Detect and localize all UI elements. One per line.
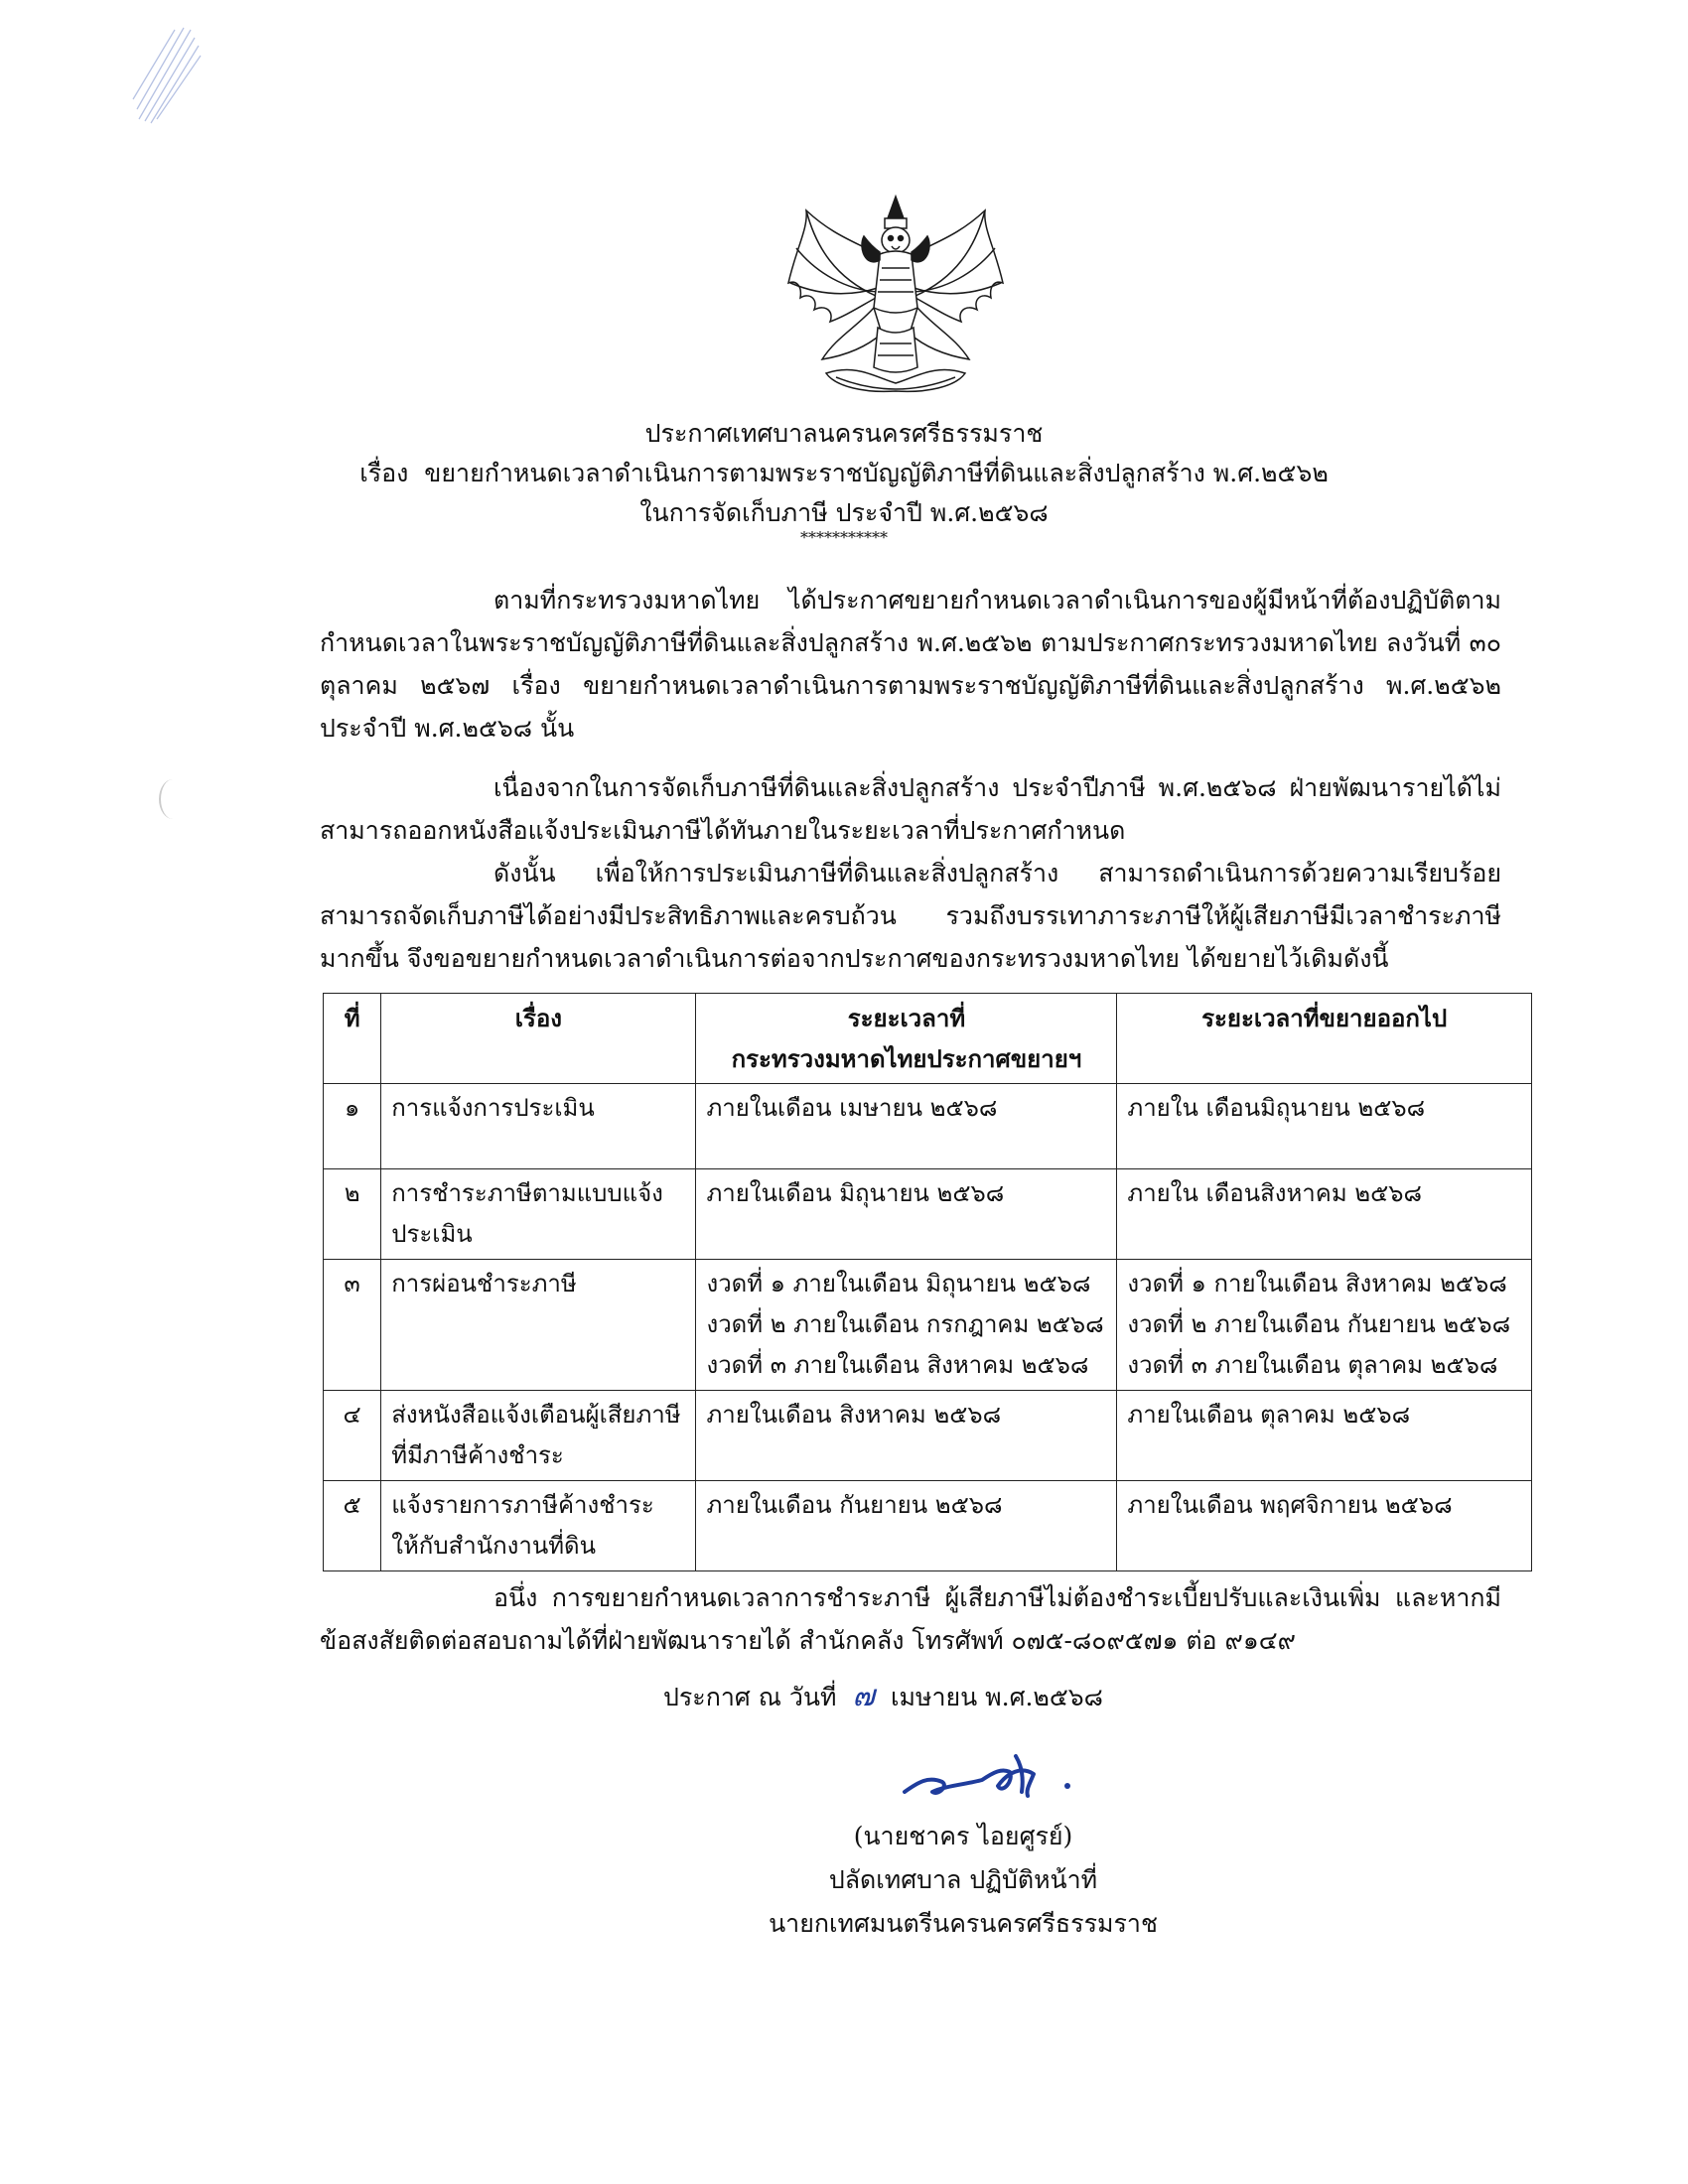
date-rest: เมษายน พ.ศ.๒๕๖๘	[890, 1683, 1103, 1711]
header-old-line1: ระยะเวลาที่	[847, 1004, 966, 1032]
row-old-period	[696, 1391, 1117, 1481]
scan-mark-icon	[129, 20, 209, 129]
row-no: ๑	[324, 1084, 381, 1169]
row-no: ๔	[324, 1391, 381, 1481]
topic-line: การแจ้งการประเมิน	[391, 1094, 595, 1122]
new-period-line: ภายในเดือน ตุลาคม ๒๕๖๘	[1127, 1401, 1411, 1429]
body-paragraph-3-text: ดังนั้น เพื่อให้การประเมินภาษีที่ดินและสิ่งปลูกสร้าง สามารถดำเนินการด้วยความเรียบร้อย สามารถจัดเก็บภาษีได้อย่างมีประสิทธิภาพและครบถ้วน รวมถึงบรรเทาภาระภาษีให้ผู้เสียภาษีมีเวลาชำระภาษีมากขึ้น จึงขอขยายกำหนดเวลาดำเนินการต่อจากประกาศของกระทรวงมหาดไทย ได้ขยายไว้เดิมดังนี้	[320, 859, 1501, 973]
row-new-period	[1117, 1391, 1532, 1481]
body-paragraph-1	[320, 579, 1501, 750]
table-row	[324, 1481, 1532, 1571]
signatory-name: (นายชาคร ไอยศูรย์)	[853, 1822, 1073, 1850]
closing-paragraph	[320, 1576, 1501, 1662]
row-no: ๓	[324, 1260, 381, 1391]
header-old-period	[696, 994, 1117, 1084]
topic-line: ส่งหนังสือแจ้งเตือนผู้เสียภาษี	[391, 1401, 681, 1429]
old-period-line: งวดที่ ๑ ภายในเดือน มิถุนายน ๒๕๖๘	[706, 1270, 1091, 1297]
row-new-period	[1117, 1084, 1532, 1169]
old-period-line: ภายในเดือน มิถุนายน ๒๕๖๘	[706, 1179, 1005, 1207]
new-period-line: ภายใน เดือนมิถุนายน ๒๕๖๘	[1127, 1094, 1426, 1122]
header-old-line2: กระทรวงมหาดไทยประกาศขยายฯ	[731, 1044, 1082, 1073]
closing-paragraph-text: อนึ่ง การขยายกำหนดเวลาการชำระภาษี ผู้เสียภาษีไม่ต้องชำระเบี้ยปรับและเงินเพิ่ม และหากมีข้อสงสัยติดต่อสอบถามได้ที่ฝ่ายพัฒนารายได้ สำนักคลัง โทรศัพท์ ๐๗๕-๘๐๙๕๗๑ ต่อ ๙๑๔๙	[320, 1583, 1501, 1655]
row-topic	[381, 1169, 696, 1260]
header-separator: ***********	[800, 528, 888, 547]
announcement-date	[663, 1673, 1103, 1719]
old-period-line: ภายในเดือน กันยายน ๒๕๖๘	[706, 1491, 1003, 1519]
new-period-line: ภายในเดือน พฤศจิกายน ๒๕๖๘	[1127, 1491, 1453, 1519]
new-period-line: งวดที่ ๑ กายในเดือน สิงหาคม ๒๕๖๘	[1127, 1270, 1507, 1297]
new-period-line: งวดที่ ๒ ภายในเดือน กันยายน ๒๕๖๘	[1127, 1310, 1511, 1338]
row-new-period	[1117, 1481, 1532, 1571]
row-topic	[381, 1260, 696, 1391]
announcement-subject	[0, 455, 1688, 492]
subject-text: ขยายกำหนดเวลาดำเนินการตามพระราชบัญญัติภาษีที่ดินและสิ่งปลูกสร้าง พ.ศ.๒๕๖๒	[424, 459, 1329, 487]
old-period-line: งวดที่ ๓ ภายในเดือน สิงหาคม ๒๕๖๘	[706, 1351, 1089, 1379]
row-new-period	[1117, 1260, 1532, 1391]
table-row	[324, 1260, 1532, 1391]
row-old-period	[696, 1481, 1117, 1571]
row-topic	[381, 1481, 696, 1571]
signature-icon	[899, 1742, 1087, 1812]
table-header-row	[324, 994, 1532, 1084]
scan-artifact	[159, 779, 187, 819]
schedule-table	[323, 993, 1532, 1571]
header-no: ที่	[324, 994, 381, 1084]
subject-label: เรื่อง	[359, 459, 409, 487]
new-period-line: งวดที่ ๓ ภายในเดือน ตุลาคม ๒๕๖๘	[1127, 1351, 1498, 1379]
topic-line: การผ่อนชำระภาษี	[391, 1270, 577, 1297]
topic-line: ประเมิน	[391, 1220, 473, 1248]
table-row	[324, 1169, 1532, 1260]
row-topic	[381, 1391, 696, 1481]
old-period-line: งวดที่ ๒ ภายในเดือน กรกฎาคม ๒๕๖๘	[706, 1310, 1104, 1338]
row-topic	[381, 1084, 696, 1169]
topic-line: ที่มีภาษีค้างชำระ	[391, 1441, 564, 1469]
topic-line: การชำระภาษีตามแบบแจ้ง	[391, 1179, 663, 1207]
table-row	[324, 1391, 1532, 1481]
body-paragraph-2-text: เนื่องจากในการจัดเก็บภาษีที่ดินและสิ่งปลูกสร้าง ประจำปีภาษี พ.ศ.๒๕๖๘ ฝ่ายพัฒนารายได้ไม่สามารถออกหนังสือแจ้งประเมินภาษีได้ทันภายในระยะเวลาที่ประกาศกำหนด	[320, 773, 1501, 845]
announcement-subject-line2: ในการจัดเก็บภาษี ประจำปี พ.ศ.๒๕๖๘	[639, 498, 1049, 527]
date-prefix: ประกาศ ณ วันที่	[663, 1683, 837, 1711]
header-topic: เรื่อง	[381, 994, 696, 1084]
row-no: ๒	[324, 1169, 381, 1260]
topic-line: ให้กับสำนักงานที่ดิน	[391, 1532, 597, 1560]
date-day-handwritten: ๗	[852, 1679, 875, 1713]
body-paragraph-2	[320, 766, 1501, 852]
old-period-line: ภายในเดือน สิงหาคม ๒๕๖๘	[706, 1401, 1002, 1429]
garuda-emblem-icon	[767, 189, 1025, 407]
new-period-line: ภายใน เดือนสิงหาคม ๒๕๖๘	[1127, 1179, 1422, 1207]
row-old-period	[696, 1084, 1117, 1169]
body-paragraph-1-text: ตามที่กระทรวงมหาดไทย ได้ประกาศขยายกำหนดเวลาดำเนินการของผู้มีหน้าที่ต้องปฏิบัติตามกำหนดเวลาในพระราชบัญญัติภาษีที่ดินและสิ่งปลูกสร้าง พ.ศ.๒๕๖๒ ตามประกาศกระทรวงมหาดไทย ลงวันที่ ๓๐ ตุลาคม ๒๕๖๗ เรื่อง ขยายกำหนดเวลาดำเนินการตามพระราชบัญญัติภาษีที่ดินและสิ่งปลูกสร้าง พ.ศ.๒๕๖๒ ประจำปี พ.ศ.๒๕๖๘ นั้น	[320, 586, 1501, 743]
body-paragraph-3	[320, 852, 1501, 980]
signatory-position-1: ปลัดเทศบาล ปฏิบัติหน้าที่	[828, 1865, 1098, 1894]
header-new-period: ระยะเวลาที่ขยายออกไป	[1117, 994, 1532, 1084]
row-no: ๕	[324, 1481, 381, 1571]
topic-line: แจ้งรายการภาษีค้างชำระ	[391, 1491, 654, 1519]
row-old-period	[696, 1169, 1117, 1260]
row-old-period	[696, 1260, 1117, 1391]
announcement-authority: ประกาศเทศบาลนครนครศรีธรรมราช	[644, 419, 1044, 448]
signatory-position-2: นายกเทศมนตรีนครนครศรีธรรมราช	[769, 1909, 1158, 1938]
table-row	[324, 1084, 1532, 1169]
old-period-line: ภายในเดือน เมษายน ๒๕๖๘	[706, 1094, 998, 1122]
row-new-period	[1117, 1169, 1532, 1260]
